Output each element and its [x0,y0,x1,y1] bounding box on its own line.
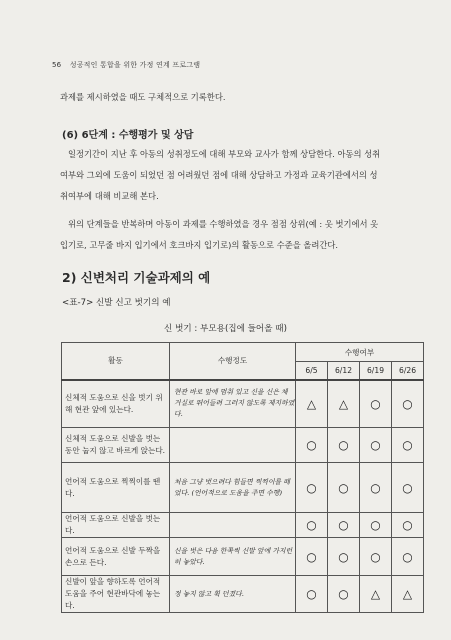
table-row [62,538,424,576]
mark-cell: ○ [328,538,360,576]
paragraph-3 [60,214,400,256]
mark-cell: ○ [360,538,392,576]
degree-cell: 현관 바로 앞에 멈춰 있고 신을 신은 채 거실로 뛰어들려 그러지 않도록 제지하였다. [170,380,296,428]
activity-cell: 언어적 도움으로 찍찍이를 뗀다. [62,463,170,513]
mark-cell: ○ [296,428,328,463]
book-title: 성공적인 통합을 위한 가정 연계 프로그램 [69,61,201,69]
degree-cell: 처음 그냥 벗으려다 힘들면 찍찍이를 떼었다. (언어적으로 도움을 주면 수행) [170,463,296,513]
mark-cell: ○ [392,463,424,513]
mark-cell: △ [328,380,360,428]
step6-heading: (6) 6단계 : 수행평가 및 상담 [62,130,194,141]
header-date: 6/5 [296,362,328,380]
paragraph-3-line-1: 위의 단계들을 반복하며 아동이 과제를 수행하였을 경우 점점 상위(예 : 옷 벗기에서 옷 [68,219,379,229]
activity-cell: 언어적 도움으로 신발을 벗는다. [62,513,170,538]
activity-cell: 신체적 도움으로 신을 벗기 위해 현관 앞에 있는다. [62,380,170,428]
table-row [62,463,424,513]
header-degree: 수행정도 [170,343,296,380]
running-header [52,60,200,70]
section-heading: 2) 신변처리 기술과제의 예 [62,270,211,285]
header-date: 6/19 [360,362,392,380]
mark-cell: ○ [296,513,328,538]
mark-cell: ○ [392,538,424,576]
mark-cell: ○ [328,513,360,538]
degree-cell: 정 놓지 않고 휙 던졌다. [170,576,296,613]
mark-cell: ○ [392,380,424,428]
mark-cell: △ [360,576,392,613]
paragraph-2-line-3: 취여부에 대해 비교해 본다. [60,191,159,201]
mark-cell: ○ [296,576,328,613]
task-table [61,342,424,613]
table-row [62,513,424,538]
table-row [62,428,424,463]
mark-cell: ○ [360,463,392,513]
degree-cell [170,513,296,538]
paragraph-1: 과제를 제시하였을 때도 구체적으로 기록한다. [60,92,226,102]
mark-cell: ○ [392,513,424,538]
table-row [62,380,424,428]
header-date: 6/12 [328,362,360,380]
paragraph-2-line-1: 일정기간이 지난 후 아동의 성취정도에 대해 부모와 교사가 함께 상담한다. 아동의 성취 [68,149,381,159]
mark-cell: ○ [360,428,392,463]
table-title: 신 벗기 : 부모용(집에 들어올 때) [164,324,287,334]
activity-cell: 신발이 앞을 향하도록 언어적 도움을 주어 현관바닥에 놓는다. [62,576,170,613]
activity-cell: 신체적 도움으로 신발을 벗는 동안 눕지 않고 바르게 앉는다. [62,428,170,463]
mark-cell: ○ [296,463,328,513]
mark-cell: △ [392,576,424,613]
mark-cell: ○ [328,428,360,463]
degree-cell: 신을 벗은 다음 한쪽씩 신발 앞에 가지런히 놓았다. [170,538,296,576]
activity-cell: 언어적 도움으로 신발 두짝을 손으로 든다. [62,538,170,576]
header-outcome: 수행여부 [296,343,424,362]
header-activity: 활동 [62,343,170,380]
mark-cell: ○ [392,428,424,463]
mark-cell: ○ [360,380,392,428]
mark-cell: ○ [328,463,360,513]
paragraph-3-line-2: 입기로, 고무줄 바지 입기에서 호크바지 입기로)의 활동으로 수준을 올려간다. [60,240,339,250]
table-caption: <표-7> 신발 신고 벗기의 예 [62,298,171,308]
paragraph-2-line-2: 여부와 그외에 도움이 되었던 점 어려웠던 점에 대해 상담하고 가정과 교육기관에서의 성 [60,170,378,180]
page-number: 56 [52,61,62,69]
mark-cell: ○ [296,538,328,576]
paragraph-2 [60,144,400,207]
header-date: 6/26 [392,362,424,380]
mark-cell: △ [296,380,328,428]
degree-cell [170,428,296,463]
mark-cell: ○ [328,576,360,613]
table-row [62,576,424,613]
mark-cell: ○ [360,513,392,538]
